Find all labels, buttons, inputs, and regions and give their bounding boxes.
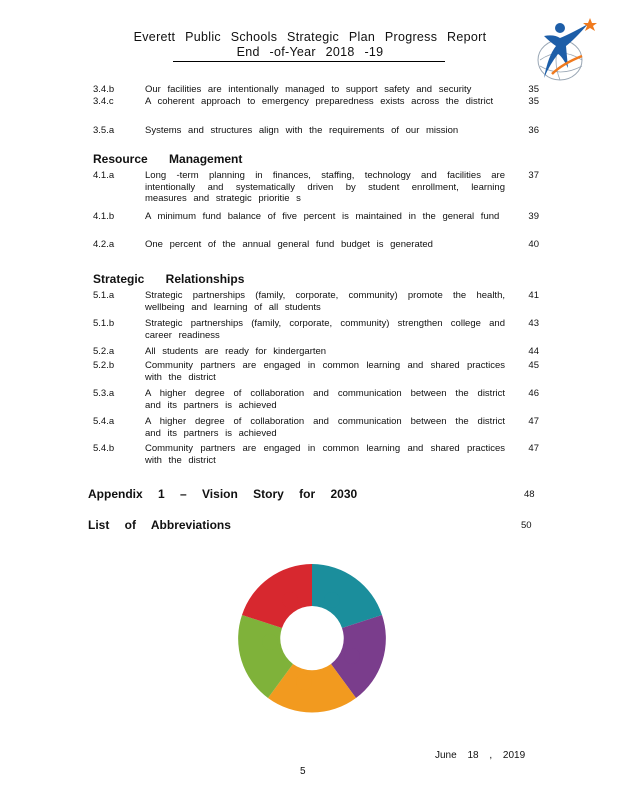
- toc-text: Strategic partnerships (family, corporate, community) promote the health, wellbeing and learning of all students: [145, 290, 505, 313]
- toc-text: Strategic partnerships (family, corporate, community) strengthen college and career readiness: [145, 318, 505, 341]
- toc-text: One percent of the annual general fund budget is generated: [145, 239, 433, 250]
- toc-text: A higher degree of collaboration and communication between the district and its partners is achieved: [145, 388, 505, 411]
- toc-number: 5.1.b: [93, 318, 115, 329]
- toc-page: 35: [528, 96, 539, 107]
- toc-abbreviations-heading[interactable]: List of Abbreviations: [88, 518, 231, 532]
- report-title-line1: Everett Public Schools Strategic Plan Progress Report: [133, 30, 487, 44]
- district-logo-icon: [530, 16, 602, 86]
- toc-page: 39: [528, 211, 539, 222]
- toc-text: A minimum fund balance of five percent is maintained in the general fund: [145, 211, 500, 222]
- toc-text: Systems and structures align with the requirements of our mission: [145, 125, 459, 136]
- toc-number: 4.1.a: [93, 170, 115, 181]
- toc-number: 5.2.a: [93, 346, 115, 357]
- toc-text: Community partners are engaged in common learning and shared practices with the district: [145, 360, 505, 383]
- toc-text: Community partners are engaged in common learning and shared practices with the district: [145, 443, 505, 466]
- toc-number: 5.3.a: [93, 388, 115, 399]
- puzzle-wheel-icon: [236, 562, 388, 714]
- toc-page: 37: [528, 170, 539, 181]
- toc-page: 47: [528, 443, 539, 454]
- section-heading-resource-management: Resource Management: [93, 152, 243, 166]
- toc-page: 45: [528, 360, 539, 371]
- toc-abbreviations-page: 50: [521, 520, 532, 531]
- toc-number: 3.5.a: [93, 125, 115, 136]
- toc-number: 3.4.b: [93, 84, 115, 95]
- toc-number: 5.1.a: [93, 290, 115, 301]
- toc-appendix-page: 48: [524, 489, 535, 500]
- header-underline: [173, 61, 445, 62]
- toc-page: 46: [528, 388, 539, 399]
- section-heading-strategic-relationships: Strategic Relationships: [93, 272, 245, 286]
- toc-number: 4.1.b: [93, 211, 115, 222]
- toc-number: 3.4.c: [93, 96, 114, 107]
- toc-page: 43: [528, 318, 539, 329]
- toc-number: 4.2.a: [93, 239, 115, 250]
- toc-page: 41: [528, 290, 539, 301]
- toc-page: 44: [528, 346, 539, 357]
- toc-text: All students are ready for kindergarten: [145, 346, 327, 357]
- toc-page: 47: [528, 416, 539, 427]
- toc-appendix-heading[interactable]: Appendix 1 – Vision Story for 2030: [88, 487, 358, 501]
- toc-page: 35: [528, 84, 539, 95]
- toc-page: 40: [528, 239, 539, 250]
- footer-date: June 18 , 2019: [435, 750, 526, 761]
- toc-text: A higher degree of collaboration and communication between the district and its partners is achieved: [145, 416, 505, 439]
- toc-text: Our facilities are intentionally managed to support safety and security: [145, 84, 472, 95]
- toc-number: 5.4.b: [93, 443, 115, 454]
- report-title-line2: End -of-Year 2018 -19: [236, 45, 384, 59]
- toc-number: 5.2.b: [93, 360, 115, 371]
- toc-text: Long -term planning in finances, staffing, technology and facilities are intentionally and systematically driven by student enrollment, learning measures and strategic prioritie s: [145, 170, 505, 204]
- toc-page: 36: [528, 125, 539, 136]
- toc-number: 5.4.a: [93, 416, 115, 427]
- footer-page-number: 5: [300, 766, 306, 777]
- toc-text: A coherent approach to emergency preparedness exists across the district: [145, 96, 494, 107]
